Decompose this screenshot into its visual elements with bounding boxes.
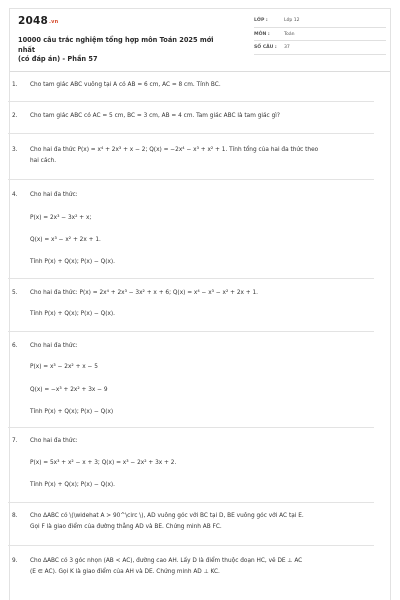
question-line: hai cách. bbox=[30, 158, 57, 164]
meta-value: Toán bbox=[284, 31, 295, 37]
title-line-2: (có đáp án) - Phần 57 bbox=[18, 55, 98, 63]
question-line: Cho hai đa thức P(x) = x⁴ + 2x³ + x − 2; Q(x) = −2x⁴ − x³ + x² + 1. Tính tổng của hai đa thức theo bbox=[30, 147, 319, 153]
title-line-1: 10000 câu trắc nghiệm tổng hợp môn Toán 2025 mới nhất bbox=[18, 36, 214, 54]
question-line: Q(x) = −x³ + 2x² + 3x − 9 bbox=[30, 387, 108, 393]
question-5 bbox=[12, 288, 372, 317]
divider bbox=[8, 278, 374, 279]
meta-row-count bbox=[254, 42, 386, 55]
question-intro: Cho hai đa thức: bbox=[30, 343, 78, 349]
logo-domain: .vn bbox=[49, 19, 59, 25]
question-number: 3. bbox=[12, 147, 18, 153]
meta-value: Lớp 12 bbox=[284, 18, 300, 24]
question-text: Cho tam giác ABC vuông tại A có AB = 6 cm, AC = 8 cm. Tính BC. bbox=[30, 82, 221, 88]
divider bbox=[8, 101, 374, 102]
divider bbox=[8, 133, 374, 134]
question-number: 9. bbox=[12, 558, 18, 564]
question-intro: Cho hai đa thức: P(x) = 2x⁴ + 2x³ − 3x² + x + 6; Q(x) = x⁴ − x³ − x² + 2x + 1. bbox=[30, 290, 259, 296]
question-number: 2. bbox=[12, 113, 18, 119]
divider bbox=[8, 502, 374, 503]
divider bbox=[8, 545, 374, 546]
question-intro: Cho hai đa thức: bbox=[30, 192, 78, 198]
question-number: 1. bbox=[12, 82, 18, 88]
question-line: Tính P(x) + Q(x); P(x) − Q(x). bbox=[30, 311, 115, 317]
question-4 bbox=[12, 190, 372, 265]
document-header bbox=[10, 9, 390, 72]
question-9 bbox=[12, 556, 372, 578]
question-number: 4. bbox=[12, 192, 18, 198]
question-6 bbox=[12, 341, 372, 415]
meta-row-grade bbox=[254, 15, 386, 28]
question-line: P(x) = 5x³ + x² − x + 3; Q(x) = x³ − 2x² + 3x + 2. bbox=[30, 460, 177, 466]
meta-label: MÔN : bbox=[254, 31, 270, 37]
question-number: 8. bbox=[12, 513, 18, 519]
meta-value: 37 bbox=[284, 45, 290, 51]
meta-label: SỐ CÂU : bbox=[254, 45, 277, 51]
question-line: Q(x) = x³ − x² + 2x + 1. bbox=[30, 237, 101, 243]
site-logo[interactable] bbox=[18, 15, 58, 27]
meta-info bbox=[254, 15, 386, 56]
question-text bbox=[30, 145, 372, 167]
question-8 bbox=[12, 511, 372, 533]
question-1 bbox=[12, 80, 372, 91]
question-line: Gọi F là giao điểm của đường thẳng AD và BE. Chứng minh AB FC. bbox=[30, 524, 222, 530]
meta-label: LỚP : bbox=[254, 18, 268, 24]
question-number: 7. bbox=[12, 438, 18, 444]
question-intro: Cho hai đa thức: bbox=[30, 438, 78, 444]
question-line: Tính P(x) + Q(x); P(x) − Q(x). bbox=[30, 482, 115, 488]
divider bbox=[8, 179, 374, 180]
divider bbox=[8, 427, 374, 428]
question-number: 6. bbox=[12, 343, 18, 349]
question-number: 5. bbox=[12, 290, 18, 296]
question-line: Cho ΔABC có \(\widehat A > 90^\circ \), AD vuông góc với BC tại D, BE vuông góc với AC tại E. bbox=[30, 513, 304, 519]
meta-row-subject bbox=[254, 29, 386, 42]
question-text: Cho tam giác ABC có AC = 5 cm, BC = 3 cm, AB = 4 cm. Tam giác ABC là tam giác gì? bbox=[30, 113, 280, 119]
question-line: P(x) = x³ − 2x² + x − 5 bbox=[30, 364, 98, 370]
question-2 bbox=[12, 111, 372, 122]
question-line: Tính P(x) + Q(x); P(x) − Q(x) bbox=[30, 409, 114, 415]
logo-text: 2048 bbox=[18, 15, 49, 27]
question-line: P(x) = 2x³ − 3x² + x; bbox=[30, 215, 92, 221]
question-text bbox=[30, 511, 372, 533]
question-3 bbox=[12, 145, 372, 167]
question-line: Cho ΔABC có 3 góc nhọn (AB < AC), đường cao AH. Lấy D là điểm thuộc đoạn HC, vẽ DE ⊥ AC bbox=[30, 558, 303, 564]
question-7 bbox=[12, 436, 372, 488]
document-title bbox=[18, 36, 228, 65]
question-line: Tính P(x) + Q(x); P(x) − Q(x). bbox=[30, 259, 115, 265]
divider bbox=[8, 331, 374, 332]
question-text bbox=[30, 556, 372, 578]
question-line: (E ∈ AC). Gọi K là giao điểm của AH và DE. Chứng minh AD ⊥ KC. bbox=[30, 569, 220, 575]
